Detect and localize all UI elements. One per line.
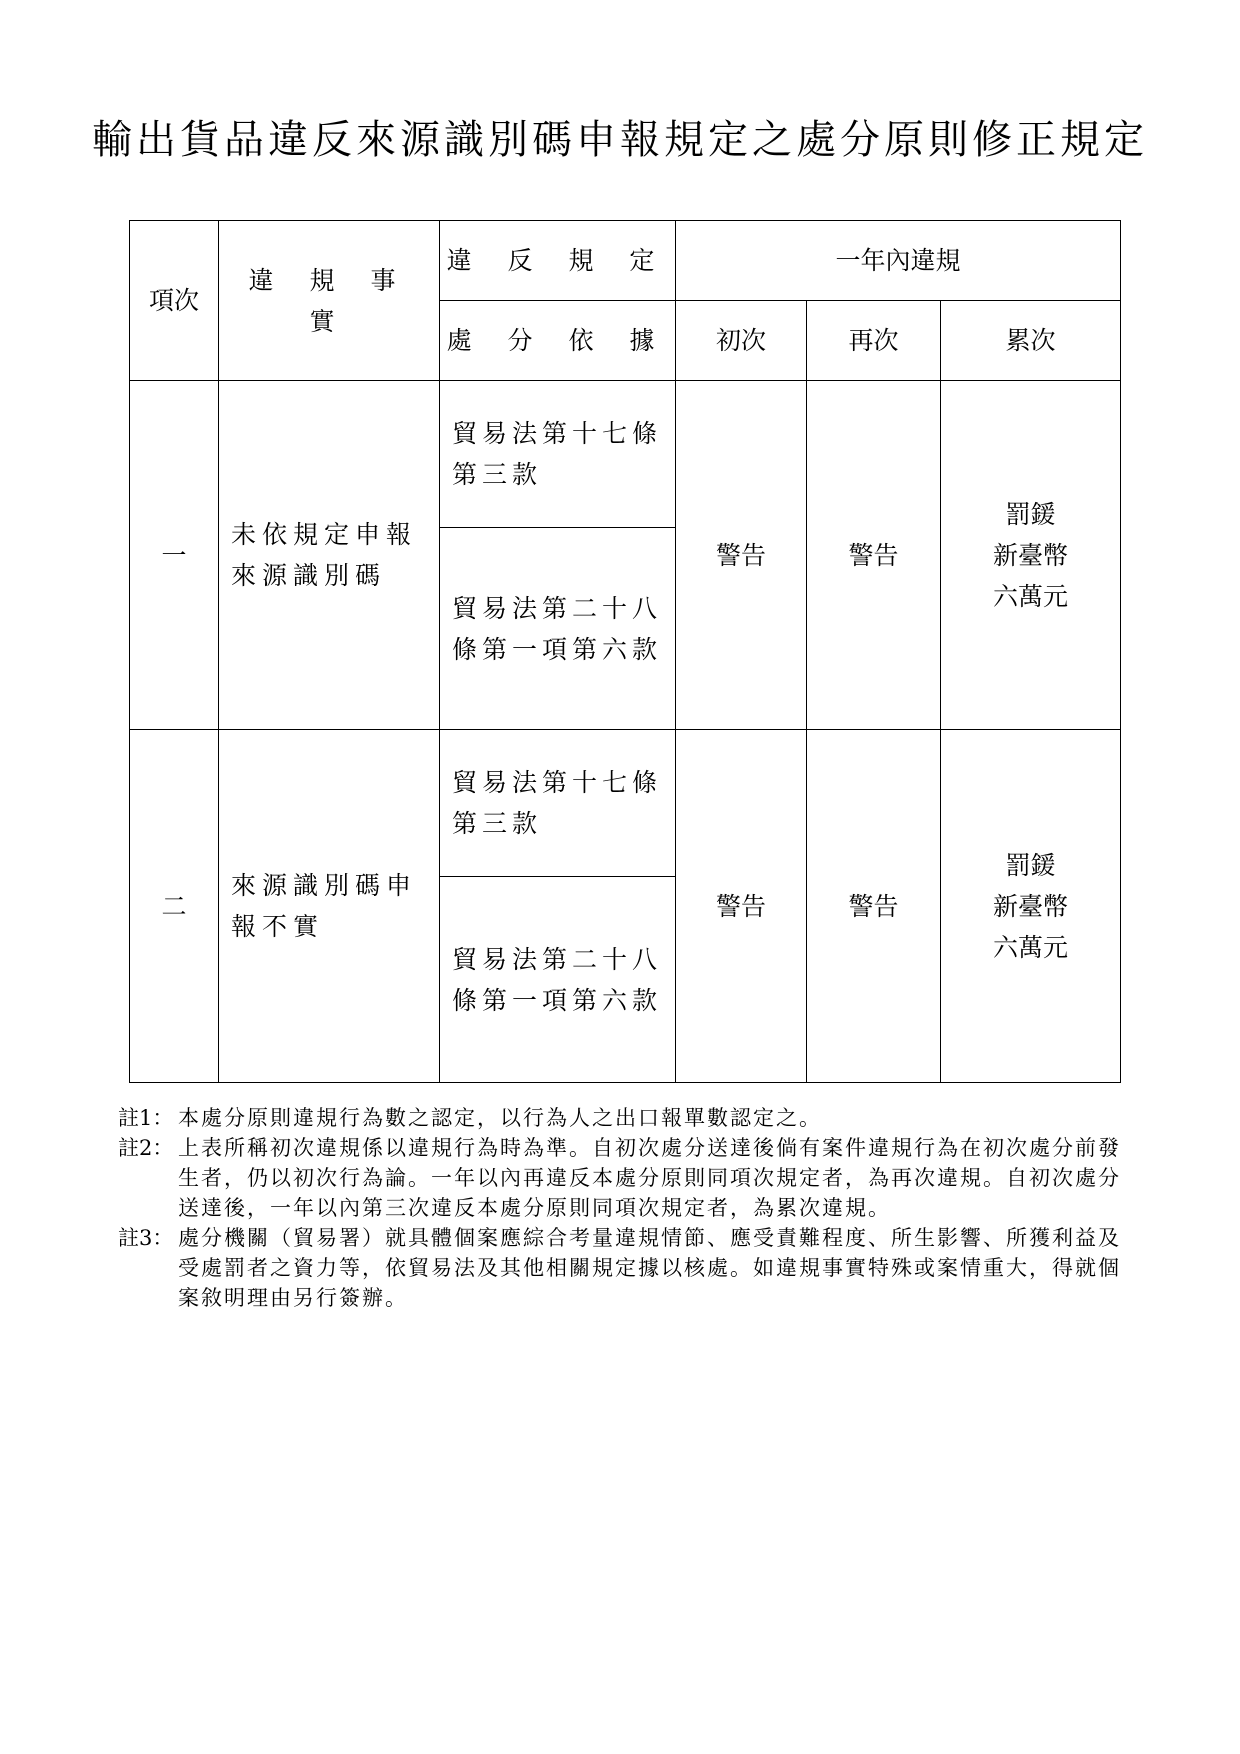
table-row bbox=[130, 381, 1121, 528]
header-penalty-basis: 處 分 依 據 bbox=[440, 301, 676, 381]
header-first: 初次 bbox=[676, 301, 807, 381]
penalty-line: 六萬元 bbox=[993, 932, 1069, 962]
header-repeated: 累次 bbox=[941, 301, 1121, 381]
header-item-no: 項次 bbox=[130, 221, 219, 381]
table-row bbox=[130, 730, 1121, 877]
footnote bbox=[118, 1103, 1128, 1133]
penalty-basis-cell: 貿易法第十七條第三款 bbox=[440, 381, 676, 528]
page-title: 輸出貨品違反來源識別碼申報規定之處分原則修正規定 bbox=[92, 117, 1148, 163]
footnote bbox=[118, 1133, 1128, 1223]
footnote-text: 上表所稱初次違規係以違規行為時為準。自初次處分送達後倘有案件違規行為在初次處分前發生者，仍以初次行為論。一年以內再違反本處分原則同項次規定者，為再次違規。自初次處分送達後，一年以內第三次違反本處分原則同項次規定者，為累次違規。 bbox=[178, 1136, 1121, 1220]
penalty-basis-cell: 貿易法第十七條第三款 bbox=[440, 730, 676, 877]
penalty-table bbox=[129, 220, 1121, 1083]
footnote-label: 註2： bbox=[118, 1136, 174, 1160]
footnote-label: 註1： bbox=[118, 1106, 174, 1130]
penalty-line: 六萬元 bbox=[993, 581, 1069, 611]
first-penalty-cell: 警告 bbox=[676, 730, 807, 1083]
penalty-line: 新臺幣 bbox=[993, 891, 1069, 921]
header-violation-facts: 違 規 事 實 bbox=[219, 221, 440, 381]
first-penalty-cell: 警告 bbox=[676, 381, 807, 730]
footnote bbox=[118, 1223, 1128, 1313]
header-violated-rule: 違 反 規 定 bbox=[440, 221, 676, 301]
header-row bbox=[130, 221, 1121, 301]
penalty-line: 新臺幣 bbox=[993, 540, 1069, 570]
item-no-cell: 一 bbox=[130, 381, 219, 730]
repeated-penalty-cell bbox=[941, 381, 1121, 730]
violation-fact-cell: 未依規定申報來源識別碼 bbox=[219, 381, 440, 730]
repeated-penalty-cell bbox=[941, 730, 1121, 1083]
penalty-line: 罰鍰 bbox=[1005, 499, 1056, 529]
second-penalty-cell: 警告 bbox=[807, 381, 941, 730]
penalty-basis-cell: 貿易法第二十八條第一項第六款 bbox=[440, 528, 676, 730]
footnote-text: 處分機關（貿易署）就具體個案應綜合考量違規情節、應受責難程度、所生影響、所獲利益及受處罰者之資力等，依貿易法及其他相關規定據以核處。如違規事實特殊或案情重大，得就個案敘明理由另行簽辦。 bbox=[178, 1226, 1121, 1310]
header-second: 再次 bbox=[807, 301, 941, 381]
penalty-basis-cell: 貿易法第二十八條第一項第六款 bbox=[440, 877, 676, 1083]
footnote-label: 註3： bbox=[118, 1226, 174, 1250]
penalty-line: 罰鍰 bbox=[1005, 850, 1056, 880]
item-no-cell: 二 bbox=[130, 730, 219, 1083]
second-penalty-cell: 警告 bbox=[807, 730, 941, 1083]
footnotes bbox=[118, 1103, 1128, 1313]
header-within-one-year: 一年內違規 bbox=[676, 221, 1121, 301]
violation-fact-cell: 來源識別碼申報不實 bbox=[219, 730, 440, 1083]
footnote-text: 本處分原則違規行為數之認定，以行為人之出口報單數認定之。 bbox=[178, 1106, 822, 1130]
